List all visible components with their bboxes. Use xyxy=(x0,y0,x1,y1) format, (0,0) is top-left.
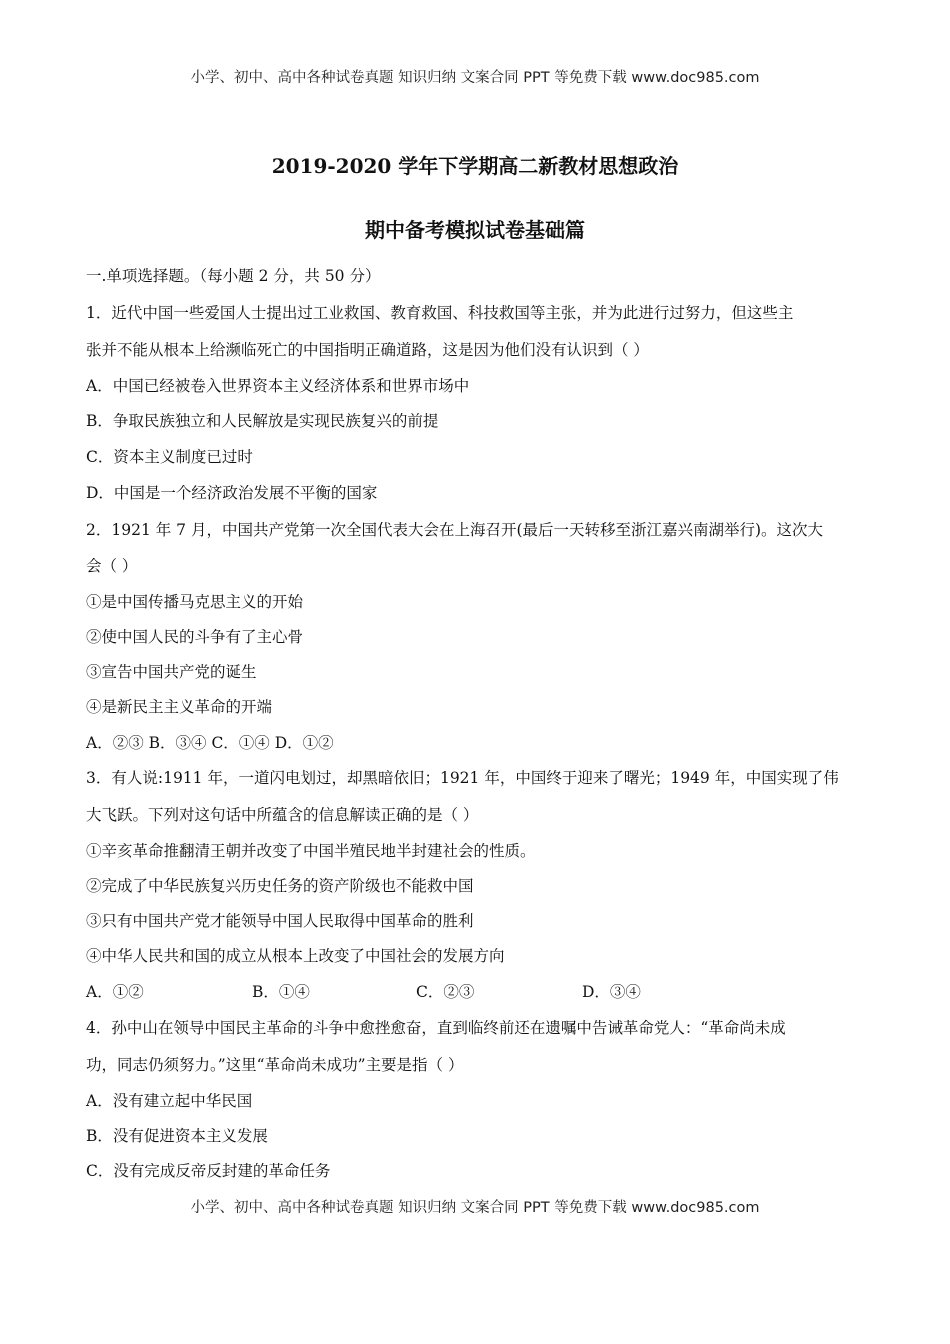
section-heading: 一.单项选择题。（每小题 2 分，共 50 分） xyxy=(86,267,381,285)
q2-answer-options: A．②③ B．③④ C．①④ D．①② xyxy=(86,734,334,752)
doc-title-line2: 期中备考模拟试卷基础篇 xyxy=(365,218,585,242)
q2-stem-line2: 会（ ） xyxy=(86,557,138,575)
q3-stem-line2: 大飞跃。下列对这句话中所蕴含的信息解读正确的是（ ） xyxy=(86,806,479,824)
page-footer: 小学、初中、高中各种试卷真题 知识归纳 文案合同 PPT 等免费下载 www.doc985.com xyxy=(190,1200,760,1216)
q4-option-b: B．没有促进资本主义发展 xyxy=(86,1127,268,1145)
q4-stem-line2: 功，同志仍须努力。”这里“革命尚未成功”主要是指（ ） xyxy=(86,1056,464,1074)
q1-option-b: B．争取民族独立和人民解放是实现民族复兴的前提 xyxy=(86,412,439,430)
q2-item-2: ②使中国人民的斗争有了主心骨 xyxy=(86,628,304,646)
doc-title-line1: 2019-2020 学年下学期高二新教材思想政治 xyxy=(271,154,679,178)
q4-stem-line1: 4．孙中山在领导中国民主革命的斗争中愈挫愈奋，直到临终前还在遗嘱中告诫革命党人：“革命尚未成 xyxy=(86,1019,786,1037)
q1-option-c: C．资本主义制度已过时 xyxy=(86,448,253,466)
q3-item-4: ④中华人民共和国的成立从根本上改变了中国社会的发展方向 xyxy=(86,947,505,965)
q3-answer-a: A．①② xyxy=(86,983,144,1001)
q2-item-1: ①是中国传播马克思主义的开始 xyxy=(86,593,304,611)
q3-answer-b: B．①④ xyxy=(252,983,310,1001)
q4-option-a: A．没有建立起中华民国 xyxy=(86,1092,253,1110)
q1-stem-line1: 1．近代中国一些爱国人士提出过工业救国、教育救国、科技救国等主张，并为此进行过努力，但这些主 xyxy=(86,304,794,322)
q2-stem-line1: 2．1921 年 7 月，中国共产党第一次全国代表大会在上海召开(最后一天转移至浙江嘉兴南湖举行)。这次大 xyxy=(86,521,824,539)
q3-item-3: ③只有中国共产党才能领导中国人民取得中国革命的胜利 xyxy=(86,912,474,930)
q3-item-2: ②完成了中华民族复兴历史任务的资产阶级也不能救中国 xyxy=(86,877,474,895)
q3-answer-d: D．③④ xyxy=(582,983,641,1001)
q1-stem-line2: 张并不能从根本上给濒临死亡的中国指明正确道路，这是因为他们没有认识到（ ） xyxy=(86,341,649,359)
q3-stem-line1: 3．有人说:1911 年，一道闪电划过，却黑暗依旧；1921 年，中国终于迎来了曙光；1949 年，中国实现了伟 xyxy=(86,769,839,787)
q2-item-4: ④是新民主主义革命的开端 xyxy=(86,698,273,716)
q1-option-a: A．中国已经被卷入世界资本主义经济体系和世界市场中 xyxy=(86,377,470,395)
q4-option-c: C．没有完成反帝反封建的革命任务 xyxy=(86,1162,331,1180)
page-header: 小学、初中、高中各种试卷真题 知识归纳 文案合同 PPT 等免费下载 www.doc985.com xyxy=(190,70,760,86)
q3-item-1: ①辛亥革命推翻清王朝并改变了中国半殖民地半封建社会的性质。 xyxy=(86,842,536,860)
q1-option-d: D．中国是一个经济政治发展不平衡的国家 xyxy=(86,484,378,502)
q3-answer-c: C．②③ xyxy=(416,983,475,1001)
q2-item-3: ③宣告中国共产党的诞生 xyxy=(86,663,257,681)
